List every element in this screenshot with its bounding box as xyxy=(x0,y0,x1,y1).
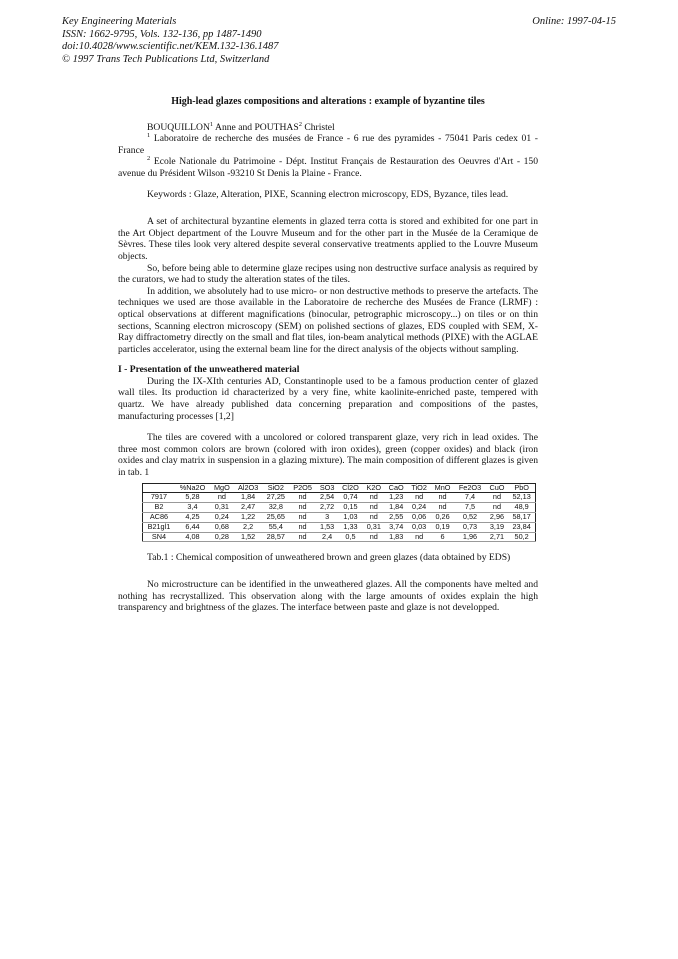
affiliation-2-text: Ecole Nationale du Patrimoine - Dépt. Institut Français de Restauration des Oeuvres d'Art - 150 avenue du Président Wilson -93210 St Denis la Plaine - France. xyxy=(118,156,538,179)
table-header-row xyxy=(143,483,536,493)
online-date: Online: 1997-04-15 xyxy=(532,16,616,27)
table-body xyxy=(143,493,536,542)
table-header-cell: PbO xyxy=(508,483,535,493)
table-cell: nd xyxy=(289,522,316,532)
table-cell: 58,17 xyxy=(508,513,535,523)
table-cell: 0,28 xyxy=(210,532,234,542)
doi-line: doi:10.4028/www.scientific.net/KEM.132-136.1487 xyxy=(62,41,279,52)
table-row xyxy=(143,493,536,503)
table-header-cell: Al2O3 xyxy=(234,483,263,493)
sample-id-cell: 7917 xyxy=(143,493,175,503)
table-header-cell: %Na2O xyxy=(175,483,210,493)
table-cell: 3,74 xyxy=(385,522,408,532)
table-cell: 1,96 xyxy=(454,532,485,542)
table-cell: 52,13 xyxy=(508,493,535,503)
table-header-cell: Fe2O3 xyxy=(454,483,485,493)
table-cell: 50,2 xyxy=(508,532,535,542)
table-cell: nd xyxy=(210,493,234,503)
journal-name: Key Engineering Materials xyxy=(62,16,177,27)
table-cell: nd xyxy=(408,493,431,503)
table-header-cell: P2O5 xyxy=(289,483,316,493)
table-cell: 6,44 xyxy=(175,522,210,532)
author-2-sup: 2 xyxy=(298,120,302,128)
table-cell: nd xyxy=(289,513,316,523)
section-1-paragraph-2: The tiles are covered with a uncolored or colored transparent glaze, very rich in lead oxides. The three most common colors are brown (colored with iron oxides), green (copper oxides) and black (iron oxides and clay matrix in suspension in a glazing mixture). The main composition of different glazes is given in tab. 1 xyxy=(118,432,538,479)
table-header-cell: SO3 xyxy=(316,483,338,493)
table-cell: 0,26 xyxy=(431,513,455,523)
table-cell: 1,03 xyxy=(338,513,363,523)
journal-header xyxy=(62,16,279,66)
author-2-rest: Christel xyxy=(301,121,335,133)
table-header-cell: MgO xyxy=(210,483,234,493)
table-cell: 0,52 xyxy=(454,513,485,523)
table-cell: 3,19 xyxy=(486,522,509,532)
table-header-cell: SiO2 xyxy=(263,483,290,493)
table-cell: 1,33 xyxy=(338,522,363,532)
section-1-paragraph-1: During the IX-XIth centuries AD, Constantinople used to be a famous production center of glazed wall tiles. Its production id characterized by a very fine, white kaolinite-enriched paste, tempered with quartz. We have already published data concerning preparation and compositions of the pastes, manufacturing processes [1,2] xyxy=(118,375,538,422)
table-cell: 2,54 xyxy=(316,493,338,503)
author-1-rest: Anne and POUTHAS xyxy=(213,121,299,133)
section-1-heading: I - Presentation of the unweathered material xyxy=(118,364,300,376)
paper-title: High-lead glazes compositions and alterations : example of byzantine tiles xyxy=(171,96,485,107)
table-row xyxy=(143,532,536,542)
table-cell: 27,25 xyxy=(263,493,290,503)
table-cell: nd xyxy=(363,513,385,523)
table-cell: 23,84 xyxy=(508,522,535,532)
sample-id-cell: AC86 xyxy=(143,513,175,523)
sample-id-cell: SN4 xyxy=(143,532,175,542)
table-caption: Tab.1 : Chemical composition of unweathered brown and green glazes (data obtained by EDS) xyxy=(147,552,511,564)
table-cell: nd xyxy=(486,493,509,503)
table-cell: 7,5 xyxy=(454,503,485,513)
table-cell: 7,4 xyxy=(454,493,485,503)
table-cell: 2,71 xyxy=(486,532,509,542)
table-cell: 1,22 xyxy=(234,513,263,523)
intro-paragraph-1: A set of architectural byzantine elements in glazed terra cotta is stored and exhibited for one part in the Art Object department of the Louvre Museum and for the other part in the Musée de la Ceramique de Sèvres. These tiles look very altered despite several conservative treatments applied to the Louvre Museum objects. xyxy=(118,216,538,262)
table-header-cell: TiO2 xyxy=(408,483,431,493)
table-cell: 1,84 xyxy=(385,503,408,513)
table-header-cell: K2O xyxy=(363,483,385,493)
copyright-line: © 1997 Trans Tech Publications Ltd, Switzerland xyxy=(62,53,270,65)
table-cell: 3 xyxy=(316,513,338,523)
table-header-cell: Cl2O xyxy=(338,483,363,493)
table-cell: 0,03 xyxy=(408,522,431,532)
table-cell: 28,57 xyxy=(263,532,290,542)
keywords: Keywords : Glaze, Alteration, PIXE, Scanning electron microscopy, EDS, Byzance, tiles lead. xyxy=(147,188,509,200)
table-cell: 2,55 xyxy=(385,513,408,523)
table-cell: 4,08 xyxy=(175,532,210,542)
table-cell: 0,24 xyxy=(210,513,234,523)
table-cell: nd xyxy=(289,532,316,542)
table-cell: 1,83 xyxy=(385,532,408,542)
table-cell: nd xyxy=(408,532,431,542)
table-cell: 0,15 xyxy=(338,503,363,513)
affiliation-1-text: Laboratoire de recherche des musées de France - 6 rue des pyramides - 75041 Paris cedex 01 - France xyxy=(118,133,538,156)
table-cell: 2,4 xyxy=(316,532,338,542)
table-cell: 0,73 xyxy=(454,522,485,532)
affiliation-1-sup: 1 xyxy=(147,132,151,139)
table-cell: 0,5 xyxy=(338,532,363,542)
table-cell: 48,9 xyxy=(508,503,535,513)
author-1-sup: 1 xyxy=(209,120,214,128)
table-cell: nd xyxy=(363,493,385,503)
table-cell: 3,4 xyxy=(175,503,210,513)
sample-id-cell: B2 xyxy=(143,503,175,513)
table-cell: 1,53 xyxy=(316,522,338,532)
table-cell: nd xyxy=(289,493,316,503)
table-cell: 55,4 xyxy=(263,522,290,532)
table-cell: 0,19 xyxy=(431,522,455,532)
table-cell: 1,23 xyxy=(385,493,408,503)
table-cell: nd xyxy=(363,532,385,542)
intro-paragraph-2: So, before being able to determine glaze recipes using non destructive surface analysis as required by the curators, we had to study the alteration states of the tiles. xyxy=(118,262,538,286)
table-cell: 6 xyxy=(431,532,455,542)
author-1-name: BOUQUILLON xyxy=(147,121,210,133)
table-row xyxy=(143,522,536,532)
table-cell: 32,8 xyxy=(263,503,290,513)
table-cell: nd xyxy=(431,503,455,513)
table-cell: nd xyxy=(486,503,509,513)
table-cell: 2,72 xyxy=(316,503,338,513)
table-cell: 2,47 xyxy=(234,503,263,513)
intro-paragraph-3: In addition, we absolutely had to use micro- or non destructive methods to preserve the artefacts. The techniques we used are those available in the Laboratoire de recherche des Musées de France (LRMF) : optical observations at different magnifications (binocular, petrographic microscopy...) on tiles or on thin sections, Scanning electron microscopy (SEM) on polished sections of glazes, EDS coupled with SEM, X-Ray diffractometry directly on the small and flat tiles, ion-beam analytical methods (PIXE) with the AGLAE particles accelerator, using the external beam line for the direct analysis of the objects without sampling. xyxy=(118,285,538,355)
table-cell: 1,84 xyxy=(234,493,263,503)
affiliation-2 xyxy=(118,156,538,179)
table-cell: 0,06 xyxy=(408,513,431,523)
author-line xyxy=(118,122,538,134)
table-header-cell: CaO xyxy=(385,483,408,493)
table-cell: nd xyxy=(289,503,316,513)
table-cell: 0,74 xyxy=(338,493,363,503)
table-cell: 0,68 xyxy=(210,522,234,532)
issn-line: ISSN: 1662-9795, Vols. 132-136, pp 1487-1490 xyxy=(62,28,262,40)
table-cell: 2,2 xyxy=(234,522,263,532)
sample-id-cell: B21gl1 xyxy=(143,522,175,532)
section-1-paragraph-3: No microstructure can be identified in the unweathered glazes. All the components have melted and nothing has recrystallized. This observation along with the large amounts of oxides explain the high transparency and brightness of the glazes. The interface between paste and glaze is not developped. xyxy=(118,579,538,614)
table-header-cell: CuO xyxy=(486,483,509,493)
table-cell: 1,52 xyxy=(234,532,263,542)
paper-body xyxy=(118,96,538,614)
table-cell: 5,28 xyxy=(175,493,210,503)
composition-table xyxy=(142,483,536,543)
table-cell: 0,31 xyxy=(363,522,385,532)
affiliation-1 xyxy=(118,133,538,156)
table-cell: 2,96 xyxy=(486,513,509,523)
table-header-cell: MnO xyxy=(431,483,455,493)
affiliation-2-sup: 2 xyxy=(147,155,151,163)
table-row xyxy=(143,513,536,523)
table-cell: 0,24 xyxy=(408,503,431,513)
table-cell: nd xyxy=(363,503,385,513)
table-cell: nd xyxy=(431,493,455,503)
table-cell: 0,31 xyxy=(210,503,234,513)
table-cell: 4,25 xyxy=(175,513,210,523)
table-cell: 25,65 xyxy=(263,513,290,523)
